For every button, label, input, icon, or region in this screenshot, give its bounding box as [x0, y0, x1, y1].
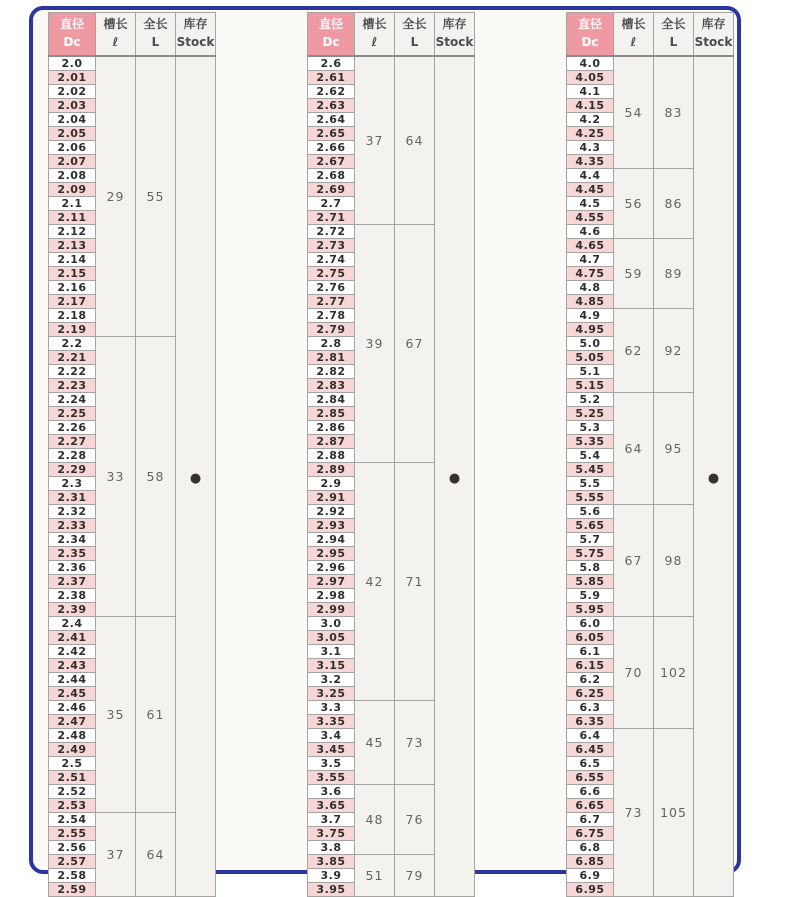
- diameter-cell: 3.05: [308, 630, 355, 644]
- flute-length-cell: 37: [96, 812, 136, 896]
- size-table-right: [566, 12, 734, 897]
- diameter-cell: 2.93: [308, 518, 355, 532]
- table-row: [308, 56, 475, 71]
- diameter-cell: 5.45: [567, 462, 614, 476]
- diameter-cell: 5.5: [567, 476, 614, 490]
- diameter-cell: 2.29: [49, 462, 96, 476]
- flute-length-cell: 51: [355, 854, 395, 896]
- diameter-cell: 2.61: [308, 70, 355, 84]
- header-diameter-zh: 直径: [577, 17, 602, 32]
- diameter-cell: 3.8: [308, 840, 355, 854]
- diameter-cell: 2.78: [308, 308, 355, 322]
- diameter-cell: 2.55: [49, 826, 96, 840]
- flute-length-cell: 70: [614, 616, 654, 728]
- overall-length-cell: 71: [395, 462, 435, 700]
- header-flute-en: ℓ: [112, 34, 119, 49]
- diameter-cell: 6.8: [567, 840, 614, 854]
- table-row: [567, 56, 734, 71]
- diameter-cell: 2.86: [308, 420, 355, 434]
- diameter-cell: 2.3: [49, 476, 96, 490]
- diameter-cell: 2.74: [308, 252, 355, 266]
- diameter-cell: 6.5: [567, 756, 614, 770]
- flute-length-cell: 64: [614, 392, 654, 504]
- diameter-cell: 2.77: [308, 294, 355, 308]
- diameter-cell: 2.66: [308, 140, 355, 154]
- diameter-cell: 2.71: [308, 210, 355, 224]
- diameter-cell: 2.24: [49, 392, 96, 406]
- diameter-cell: 6.75: [567, 826, 614, 840]
- diameter-cell: 2.91: [308, 490, 355, 504]
- diameter-cell: 2.23: [49, 378, 96, 392]
- diameter-cell: 2.73: [308, 238, 355, 252]
- stock-cell: [176, 56, 216, 897]
- diameter-cell: 6.15: [567, 658, 614, 672]
- header-oal-en: L: [151, 34, 160, 49]
- header-oal-en: L: [410, 34, 419, 49]
- overall-length-cell: 83: [654, 56, 694, 169]
- diameter-cell: 4.85: [567, 294, 614, 308]
- flute-length-cell: 67: [614, 504, 654, 616]
- diameter-cell: 6.95: [567, 882, 614, 896]
- diameter-cell: 2.85: [308, 406, 355, 420]
- header-stock-zh: 库存: [183, 17, 208, 32]
- diameter-cell: 3.2: [308, 672, 355, 686]
- flute-length-cell: 45: [355, 700, 395, 784]
- header-oal-en: L: [669, 34, 678, 49]
- diameter-cell: 2.76: [308, 280, 355, 294]
- diameter-cell: 2.09: [49, 182, 96, 196]
- diameter-cell: 2.38: [49, 588, 96, 602]
- diameter-cell: 2.46: [49, 700, 96, 714]
- diameter-cell: 2.14: [49, 252, 96, 266]
- diameter-cell: 5.0: [567, 336, 614, 350]
- diameter-cell: 2.11: [49, 210, 96, 224]
- diameter-cell: 2.43: [49, 658, 96, 672]
- header-flute-length: [355, 13, 395, 56]
- header-stock-en: Stock: [176, 34, 215, 49]
- diameter-cell: 2.75: [308, 266, 355, 280]
- header-flute-en: ℓ: [630, 34, 637, 49]
- diameter-cell: 2.51: [49, 770, 96, 784]
- diameter-cell: 6.45: [567, 742, 614, 756]
- overall-length-cell: 89: [654, 238, 694, 308]
- overall-length-cell: 76: [395, 784, 435, 854]
- diameter-cell: 2.7: [308, 196, 355, 210]
- diameter-cell: 4.65: [567, 238, 614, 252]
- diameter-cell: 3.95: [308, 882, 355, 896]
- diameter-cell: 3.15: [308, 658, 355, 672]
- diameter-cell: 3.55: [308, 770, 355, 784]
- overall-length-cell: 98: [654, 504, 694, 616]
- stock-bullet-icon: ●: [189, 470, 202, 486]
- diameter-cell: 2.12: [49, 224, 96, 238]
- diameter-cell: 2.18: [49, 308, 96, 322]
- header-flute-en: ℓ: [371, 34, 378, 49]
- overall-length-cell: 55: [136, 56, 176, 337]
- table-body-middle: [308, 56, 475, 897]
- overall-length-cell: 61: [136, 616, 176, 812]
- diameter-cell: 2.31: [49, 490, 96, 504]
- diameter-cell: 4.05: [567, 70, 614, 84]
- diameter-cell: 4.95: [567, 322, 614, 336]
- catalog-panel-frame: [29, 6, 741, 896]
- diameter-cell: 6.2: [567, 672, 614, 686]
- header-overall-length: [654, 13, 694, 56]
- table-body-right: [567, 56, 734, 897]
- diameter-cell: 6.4: [567, 728, 614, 742]
- header-diameter-zh: 直径: [318, 17, 343, 32]
- diameter-cell: 2.41: [49, 630, 96, 644]
- diameter-cell: 2.34: [49, 532, 96, 546]
- table-row: [49, 56, 216, 71]
- diameter-cell: 2.13: [49, 238, 96, 252]
- header-flute-zh: 槽长: [621, 17, 646, 32]
- table-body-left: [49, 56, 216, 897]
- diameter-cell: 2.16: [49, 280, 96, 294]
- diameter-cell: 2.99: [308, 602, 355, 616]
- diameter-cell: 2.45: [49, 686, 96, 700]
- table-header-row: [567, 13, 734, 56]
- diameter-cell: 4.35: [567, 154, 614, 168]
- diameter-cell: 2.05: [49, 126, 96, 140]
- diameter-cell: 6.6: [567, 784, 614, 798]
- diameter-cell: 2.54: [49, 812, 96, 826]
- flute-length-cell: 54: [614, 56, 654, 169]
- diameter-cell: 2.37: [49, 574, 96, 588]
- diameter-cell: 2.33: [49, 518, 96, 532]
- diameter-cell: 2.03: [49, 98, 96, 112]
- header-overall-length: [136, 13, 176, 56]
- diameter-cell: 4.9: [567, 308, 614, 322]
- diameter-cell: 2.67: [308, 154, 355, 168]
- diameter-cell: 6.25: [567, 686, 614, 700]
- diameter-cell: 3.7: [308, 812, 355, 826]
- diameter-cell: 2.96: [308, 560, 355, 574]
- header-diameter-en: Dc: [322, 34, 340, 49]
- table-header-row: [49, 13, 216, 56]
- overall-length-cell: 79: [395, 854, 435, 896]
- diameter-cell: 3.75: [308, 826, 355, 840]
- header-diameter: [567, 13, 614, 56]
- diameter-cell: 2.22: [49, 364, 96, 378]
- diameter-cell: 2.89: [308, 462, 355, 476]
- diameter-cell: 2.8: [308, 336, 355, 350]
- diameter-cell: 2.4: [49, 616, 96, 630]
- diameter-cell: 2.63: [308, 98, 355, 112]
- diameter-cell: 4.0: [567, 56, 614, 71]
- diameter-cell: 5.25: [567, 406, 614, 420]
- diameter-cell: 2.26: [49, 420, 96, 434]
- diameter-cell: 4.5: [567, 196, 614, 210]
- overall-length-cell: 102: [654, 616, 694, 728]
- flute-length-cell: 29: [96, 56, 136, 337]
- diameter-cell: 2.0: [49, 56, 96, 71]
- diameter-cell: 2.87: [308, 434, 355, 448]
- header-stock-en: Stock: [694, 34, 733, 49]
- diameter-cell: 4.3: [567, 140, 614, 154]
- table-header-row: [308, 13, 475, 56]
- header-oal-zh: 全长: [402, 17, 427, 32]
- diameter-cell: 6.7: [567, 812, 614, 826]
- diameter-cell: 6.65: [567, 798, 614, 812]
- header-diameter-en: Dc: [63, 34, 81, 49]
- overall-length-cell: 105: [654, 728, 694, 896]
- diameter-cell: 3.35: [308, 714, 355, 728]
- diameter-cell: 3.65: [308, 798, 355, 812]
- overall-length-cell: 64: [136, 812, 176, 896]
- diameter-cell: 2.69: [308, 182, 355, 196]
- diameter-cell: 4.6: [567, 224, 614, 238]
- diameter-cell: 3.85: [308, 854, 355, 868]
- overall-length-cell: 86: [654, 168, 694, 238]
- diameter-cell: 2.68: [308, 168, 355, 182]
- diameter-cell: 3.5: [308, 756, 355, 770]
- diameter-cell: 2.53: [49, 798, 96, 812]
- size-table-middle: [307, 12, 475, 897]
- diameter-cell: 3.9: [308, 868, 355, 882]
- diameter-cell: 2.44: [49, 672, 96, 686]
- flute-length-cell: 73: [614, 728, 654, 896]
- overall-length-cell: 92: [654, 308, 694, 392]
- diameter-cell: 2.06: [49, 140, 96, 154]
- diameter-cell: 2.64: [308, 112, 355, 126]
- header-diameter-en: Dc: [581, 34, 599, 49]
- diameter-cell: 5.55: [567, 490, 614, 504]
- diameter-cell: 2.17: [49, 294, 96, 308]
- header-diameter-zh: 直径: [59, 17, 84, 32]
- diameter-cell: 5.4: [567, 448, 614, 462]
- diameter-cell: 4.15: [567, 98, 614, 112]
- diameter-cell: 5.65: [567, 518, 614, 532]
- diameter-cell: 2.6: [308, 56, 355, 71]
- overall-length-cell: 58: [136, 336, 176, 616]
- diameter-cell: 2.72: [308, 224, 355, 238]
- header-oal-zh: 全长: [661, 17, 686, 32]
- header-flute-zh: 槽长: [362, 17, 387, 32]
- diameter-cell: 4.1: [567, 84, 614, 98]
- diameter-cell: 5.75: [567, 546, 614, 560]
- flute-length-cell: 35: [96, 616, 136, 812]
- diameter-cell: 6.3: [567, 700, 614, 714]
- stock-cell: [694, 56, 734, 897]
- header-stock-en: Stock: [435, 34, 474, 49]
- diameter-cell: 2.82: [308, 364, 355, 378]
- diameter-cell: 2.25: [49, 406, 96, 420]
- diameter-cell: 4.75: [567, 266, 614, 280]
- overall-length-cell: 64: [395, 56, 435, 225]
- diameter-cell: 6.85: [567, 854, 614, 868]
- diameter-cell: 5.85: [567, 574, 614, 588]
- diameter-cell: 3.25: [308, 686, 355, 700]
- diameter-cell: 4.2: [567, 112, 614, 126]
- header-flute-length: [614, 13, 654, 56]
- diameter-cell: 2.79: [308, 322, 355, 336]
- diameter-cell: 2.65: [308, 126, 355, 140]
- flute-length-cell: 42: [355, 462, 395, 700]
- diameter-cell: 2.48: [49, 728, 96, 742]
- diameter-cell: 5.2: [567, 392, 614, 406]
- diameter-cell: 2.19: [49, 322, 96, 336]
- flute-length-cell: 59: [614, 238, 654, 308]
- diameter-cell: 2.07: [49, 154, 96, 168]
- diameter-cell: 5.6: [567, 504, 614, 518]
- diameter-cell: 2.1: [49, 196, 96, 210]
- stock-bullet-icon: ●: [448, 470, 461, 486]
- flute-length-cell: 48: [355, 784, 395, 854]
- diameter-cell: 6.1: [567, 644, 614, 658]
- stock-bullet-icon: ●: [707, 470, 720, 486]
- stock-cell: [435, 56, 475, 897]
- diameter-cell: 5.3: [567, 420, 614, 434]
- header-oal-zh: 全长: [143, 17, 168, 32]
- diameter-cell: 5.15: [567, 378, 614, 392]
- header-diameter: [49, 13, 96, 56]
- diameter-cell: 2.01: [49, 70, 96, 84]
- diameter-cell: 4.55: [567, 210, 614, 224]
- diameter-cell: 2.98: [308, 588, 355, 602]
- diameter-cell: 2.83: [308, 378, 355, 392]
- diameter-cell: 3.3: [308, 700, 355, 714]
- diameter-cell: 2.88: [308, 448, 355, 462]
- diameter-cell: 6.05: [567, 630, 614, 644]
- header-flute-zh: 槽长: [103, 17, 128, 32]
- diameter-cell: 2.02: [49, 84, 96, 98]
- diameter-cell: 2.95: [308, 546, 355, 560]
- diameter-cell: 2.5: [49, 756, 96, 770]
- diameter-cell: 3.0: [308, 616, 355, 630]
- header-stock: [694, 13, 734, 56]
- diameter-cell: 2.49: [49, 742, 96, 756]
- diameter-cell: 3.1: [308, 644, 355, 658]
- size-table-left: [48, 12, 216, 897]
- diameter-cell: 2.58: [49, 868, 96, 882]
- diameter-cell: 6.9: [567, 868, 614, 882]
- diameter-cell: 5.05: [567, 350, 614, 364]
- diameter-cell: 2.47: [49, 714, 96, 728]
- header-stock-zh: 库存: [701, 17, 726, 32]
- diameter-cell: 2.42: [49, 644, 96, 658]
- flute-length-cell: 33: [96, 336, 136, 616]
- diameter-cell: 2.59: [49, 882, 96, 896]
- diameter-cell: 4.25: [567, 126, 614, 140]
- diameter-cell: 2.35: [49, 546, 96, 560]
- diameter-cell: 2.2: [49, 336, 96, 350]
- diameter-cell: 3.6: [308, 784, 355, 798]
- diameter-cell: 4.8: [567, 280, 614, 294]
- overall-length-cell: 73: [395, 700, 435, 784]
- diameter-cell: 4.7: [567, 252, 614, 266]
- diameter-cell: 2.94: [308, 532, 355, 546]
- diameter-cell: 2.32: [49, 504, 96, 518]
- flute-length-cell: 62: [614, 308, 654, 392]
- diameter-cell: 2.57: [49, 854, 96, 868]
- header-stock-zh: 库存: [442, 17, 467, 32]
- diameter-cell: 3.4: [308, 728, 355, 742]
- diameter-cell: 2.62: [308, 84, 355, 98]
- diameter-cell: 6.0: [567, 616, 614, 630]
- diameter-cell: 4.4: [567, 168, 614, 182]
- header-flute-length: [96, 13, 136, 56]
- header-stock: [176, 13, 216, 56]
- diameter-cell: 5.1: [567, 364, 614, 378]
- diameter-cell: 2.08: [49, 168, 96, 182]
- diameter-cell: 2.92: [308, 504, 355, 518]
- header-diameter: [308, 13, 355, 56]
- diameter-cell: 6.55: [567, 770, 614, 784]
- overall-length-cell: 67: [395, 224, 435, 462]
- diameter-cell: 5.9: [567, 588, 614, 602]
- header-stock: [435, 13, 475, 56]
- overall-length-cell: 95: [654, 392, 694, 504]
- diameter-cell: 5.7: [567, 532, 614, 546]
- diameter-cell: 2.27: [49, 434, 96, 448]
- flute-length-cell: 56: [614, 168, 654, 238]
- diameter-cell: 2.52: [49, 784, 96, 798]
- diameter-cell: 2.04: [49, 112, 96, 126]
- flute-length-cell: 37: [355, 56, 395, 225]
- diameter-cell: 2.9: [308, 476, 355, 490]
- diameter-cell: 5.95: [567, 602, 614, 616]
- diameter-cell: 2.84: [308, 392, 355, 406]
- diameter-cell: 5.8: [567, 560, 614, 574]
- diameter-cell: 2.97: [308, 574, 355, 588]
- diameter-cell: 2.21: [49, 350, 96, 364]
- diameter-cell: 2.15: [49, 266, 96, 280]
- diameter-cell: 4.45: [567, 182, 614, 196]
- flute-length-cell: 39: [355, 224, 395, 462]
- diameter-cell: 2.81: [308, 350, 355, 364]
- diameter-cell: 2.56: [49, 840, 96, 854]
- diameter-cell: 2.28: [49, 448, 96, 462]
- diameter-cell: 5.35: [567, 434, 614, 448]
- diameter-cell: 3.45: [308, 742, 355, 756]
- header-overall-length: [395, 13, 435, 56]
- diameter-cell: 2.39: [49, 602, 96, 616]
- diameter-cell: 6.35: [567, 714, 614, 728]
- diameter-cell: 2.36: [49, 560, 96, 574]
